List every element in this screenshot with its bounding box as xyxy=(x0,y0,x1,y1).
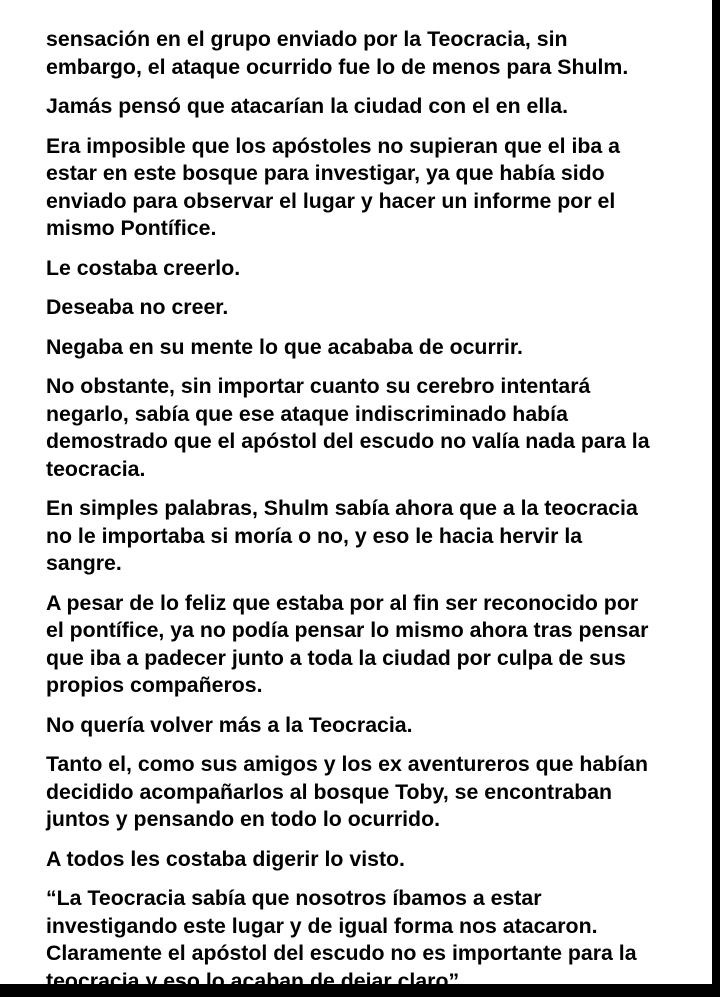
paragraph: Negaba en su mente lo que acababa de ocurrir. xyxy=(46,334,523,359)
quote-paragraph: “La Teocracia sabía que nosotros íbamos a estar investigando este lugar y de igual forma nos atacaron. Claramente el apóstol del escudo no es importante para la teocracia y eso lo acaban de dejar claro” xyxy=(46,886,637,993)
paragraph: Tanto el, como sus amigos y los ex aventureros que habían decidido acompañarlos al bosque Toby, se encontraban juntos y pensando en todo lo ocurrido. xyxy=(46,752,649,831)
paragraph: Deseaba no creer. xyxy=(46,295,229,319)
paragraph: Jamás pensó que atacarían la ciudad con el en ella. xyxy=(46,94,568,118)
paragraph: No obstante, sin importar cuanto su cerebro intentará negarlo, sabía que ese ataque indiscriminado había demostrado que el apóstol del escudo no valía nada para la teocracia. xyxy=(46,374,650,481)
paragraph: sensación en el grupo enviado por la Teocracia, sin embargo, el ataque ocurrido fue lo de menos para Shulm. xyxy=(46,27,629,79)
paragraph: Le costaba creerlo. xyxy=(46,255,241,280)
paragraph: No quería volver más a la Teocracia. xyxy=(46,712,413,737)
paragraph: En simples palabras, Shulm sabía ahora que a la teocracia no le importaba si moría o no, y eso le hacia hervir la sangre. xyxy=(46,496,638,575)
paragraph: A pesar de lo feliz que estaba por al fin ser reconocido por el pontífice, ya no podía pensar lo mismo ahora tras pensar que iba a padecer junto a toda la ciudad por culpa de sus propios compañeros. xyxy=(46,590,649,697)
paragraph: A todos les costaba digerir lo visto. xyxy=(46,846,405,871)
paragraph: Era imposible que los apóstoles no supieran que el iba a estar en este bosque para investigar, ya que había sido enviado para observar el lugar y hacer un informe por el mismo Pontífice. xyxy=(46,133,620,240)
